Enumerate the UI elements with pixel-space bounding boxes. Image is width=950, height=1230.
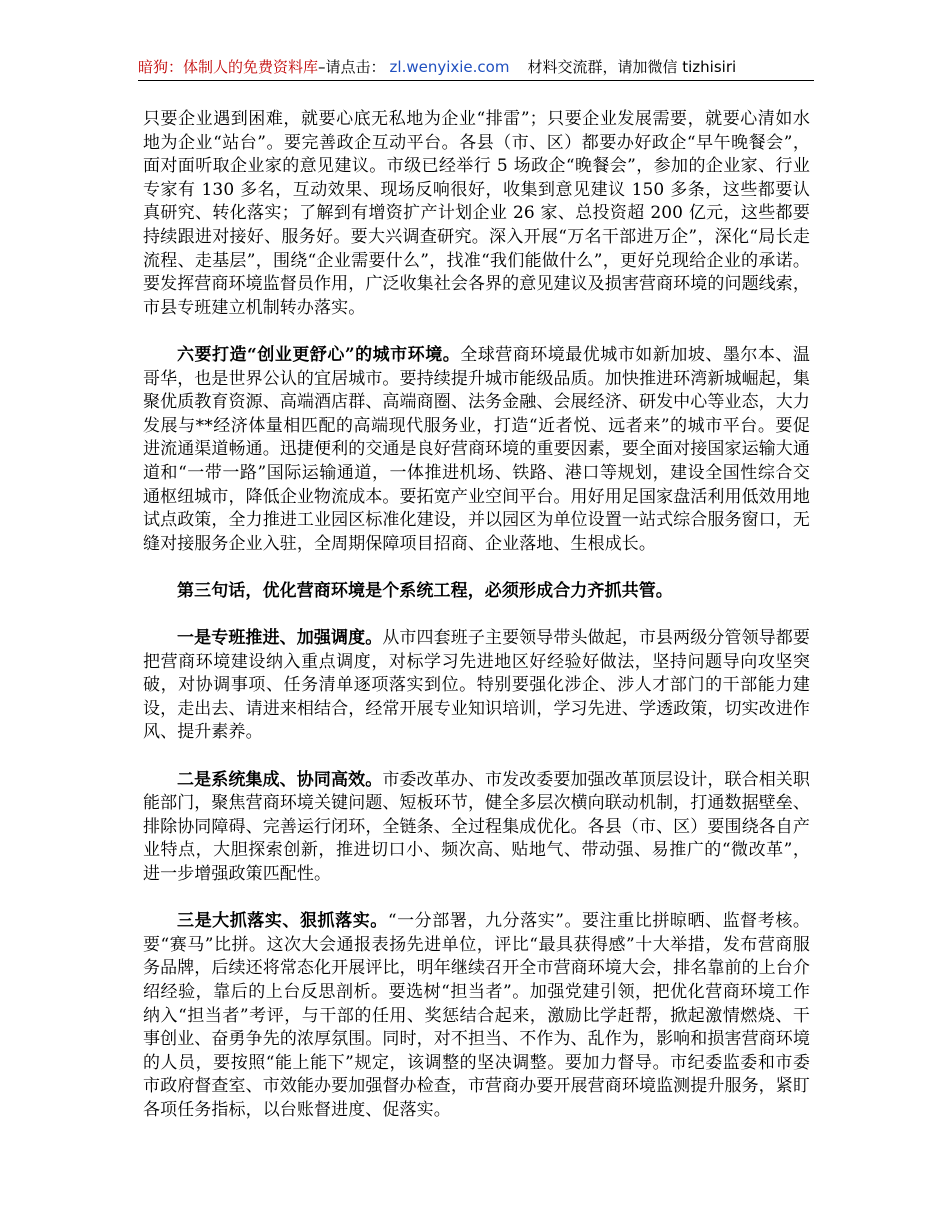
paragraph-implementation (143, 910, 810, 1122)
paragraph-heading: 二是系统集成、协同高效。 (177, 769, 383, 790)
paragraph-body: 只要企业遇到困难，就要心底无私地为企业“排雷”；只要企业发展需要，就要心清如水地为企业“站台”。要完善政企互动平台。各县（市、区）都要办好政企“早午晚餐会”，面对面听取企业家的意见建议。市级已经举行 5 场政企“晚餐会”，参加的企业家、行业专家有 130 多名，互动效果、现场反响很好，收集到意见建议 150 多条，这些都要认真研究、转化落实；了解到有增资扩产计划企业 26 家、总投资超 200 亿元，这些都要持续跟进对接好、服务好。要大兴调查研究。深入开展“万名干部进万企”，深化“局长走流程、走基层”，围绕“企业需要什么”，找准“我们能做什么”，更好兑现给企业的承诺。要发挥营商环境监督员作用，广泛收集社会各界的意见建议及损害营商环境的问题线索，市县专班建立机制转办落实。 (143, 109, 810, 318)
click-prompt: –请点击： (318, 58, 386, 76)
paragraph-system-integration (143, 769, 810, 887)
site-link[interactable]: zl.wenyixie.com (389, 58, 510, 76)
paragraph-body: 全球营商环境最优城市如新加坡、墨尔本、温哥华，也是世界公认的宜居城市。要持续提升城市能级品质。加快推进环湾新城崛起，集聚优质教育资源、高端酒店群、高端商圈、法务金融、会展经济、研发中心等业态，大力发展与**经济体量相匹配的高端现代服务业，打造“近者悦、远者来”的城市平台。要促进流通渠道畅通。迅捷便利的交通是良好营商环境的重要因素，要全面对接国家运输大通道和“一带一路”国际运输通道，一体推进机场、铁路、港口等规划，建设全国性综合交通枢纽城市，降低企业物流成本。要拓宽产业空间平台。用好用足国家盘活利用低效用地试点政策，全力推进工业园区标准化建设，并以园区为单位设置一站式综合服务窗口，无缝对接服务企业入驻，全周期保障项目招商、企业落地、生根成长。 (143, 344, 810, 554)
document-body (143, 108, 810, 1146)
paragraph-continued (143, 108, 810, 320)
paragraph-body: 市委改革办、市发改委要加强改革顶层设计，联合相关职能部门，聚焦营商环境关键问题、短板环节，健全多层次横向联动机制，打通数据壁垒、排除协同障碍、完善运行闭环，全链条、全过程集成优化。各县（市、区）要围绕各自产业特点，大胆探索创新，推进切口小、频次高、贴地气、带动强、易推广的“微改革”，进一步增强政策匹配性。 (143, 769, 811, 884)
paragraph-heading: 三是大抓落实、狠抓落实。 (177, 911, 388, 932)
paragraph-body: “一分部署，九分落实”。要注重比拼晾晒、监督考核。要“赛马”比拼。这次大会通报表扬先进单位，评比“最具获得感”十大举措，发布营商服务品牌，后续还将常态化开展评比，明年继续召开全市营商环境大会，排名靠前的上台介绍经验，靠后的上台反思剖析。要选树“担当者”。加强党建引领，把优化营商环境工作纳入“担当者”考评，与干部的任用、奖惩结合起来，激励比学赶帮，掀起激情燃烧、干事创业、奋勇争先的浓厚氛围。同时，对不担当、不作为、乱作为，影响和损害营商环境的人员，要按照“能上能下”规定，该调整的坚决调整。要加力督导。市纪委监委和市委市政府督查室、市效能办要加强督办检查，市营商办要开展营商环境监测提升服务，紧盯各项任务指标，以台账督进度、促落实。 (143, 911, 810, 1120)
section-heading-third (143, 580, 810, 604)
site-name: 暗狗：体制人的免费资料库 (138, 58, 319, 76)
paragraph-body: 从市四套班子主要领导带头做起，市县两级分管领导都要把营商环境建设纳入重点调度，对标学习先进地区好经验好做法，坚持问题导向攻坚突破，对协调事项、任务清单逐项落实到位。特别要强化涉企、涉人才部门的干部能力建设，走出去、请进来相结合，经常开展专业知识培训，学习先进、学透政策，切实改进作风、提升素养。 (143, 628, 811, 743)
paragraph-special-team (143, 627, 810, 745)
contact-info: 材料交流群，请加微信 tizhisiri (527, 58, 737, 76)
paragraph-heading: 一是专班推进、加强调度。 (177, 628, 383, 649)
page-header (138, 56, 814, 81)
paragraph-heading: 第三句话，优化营商环境是个系统工程，必须形成合力齐抓共管。 (177, 580, 673, 601)
paragraph-heading: 六要打造“创业更舒心”的城市环境。 (177, 344, 461, 365)
paragraph-city-environment (143, 344, 810, 556)
